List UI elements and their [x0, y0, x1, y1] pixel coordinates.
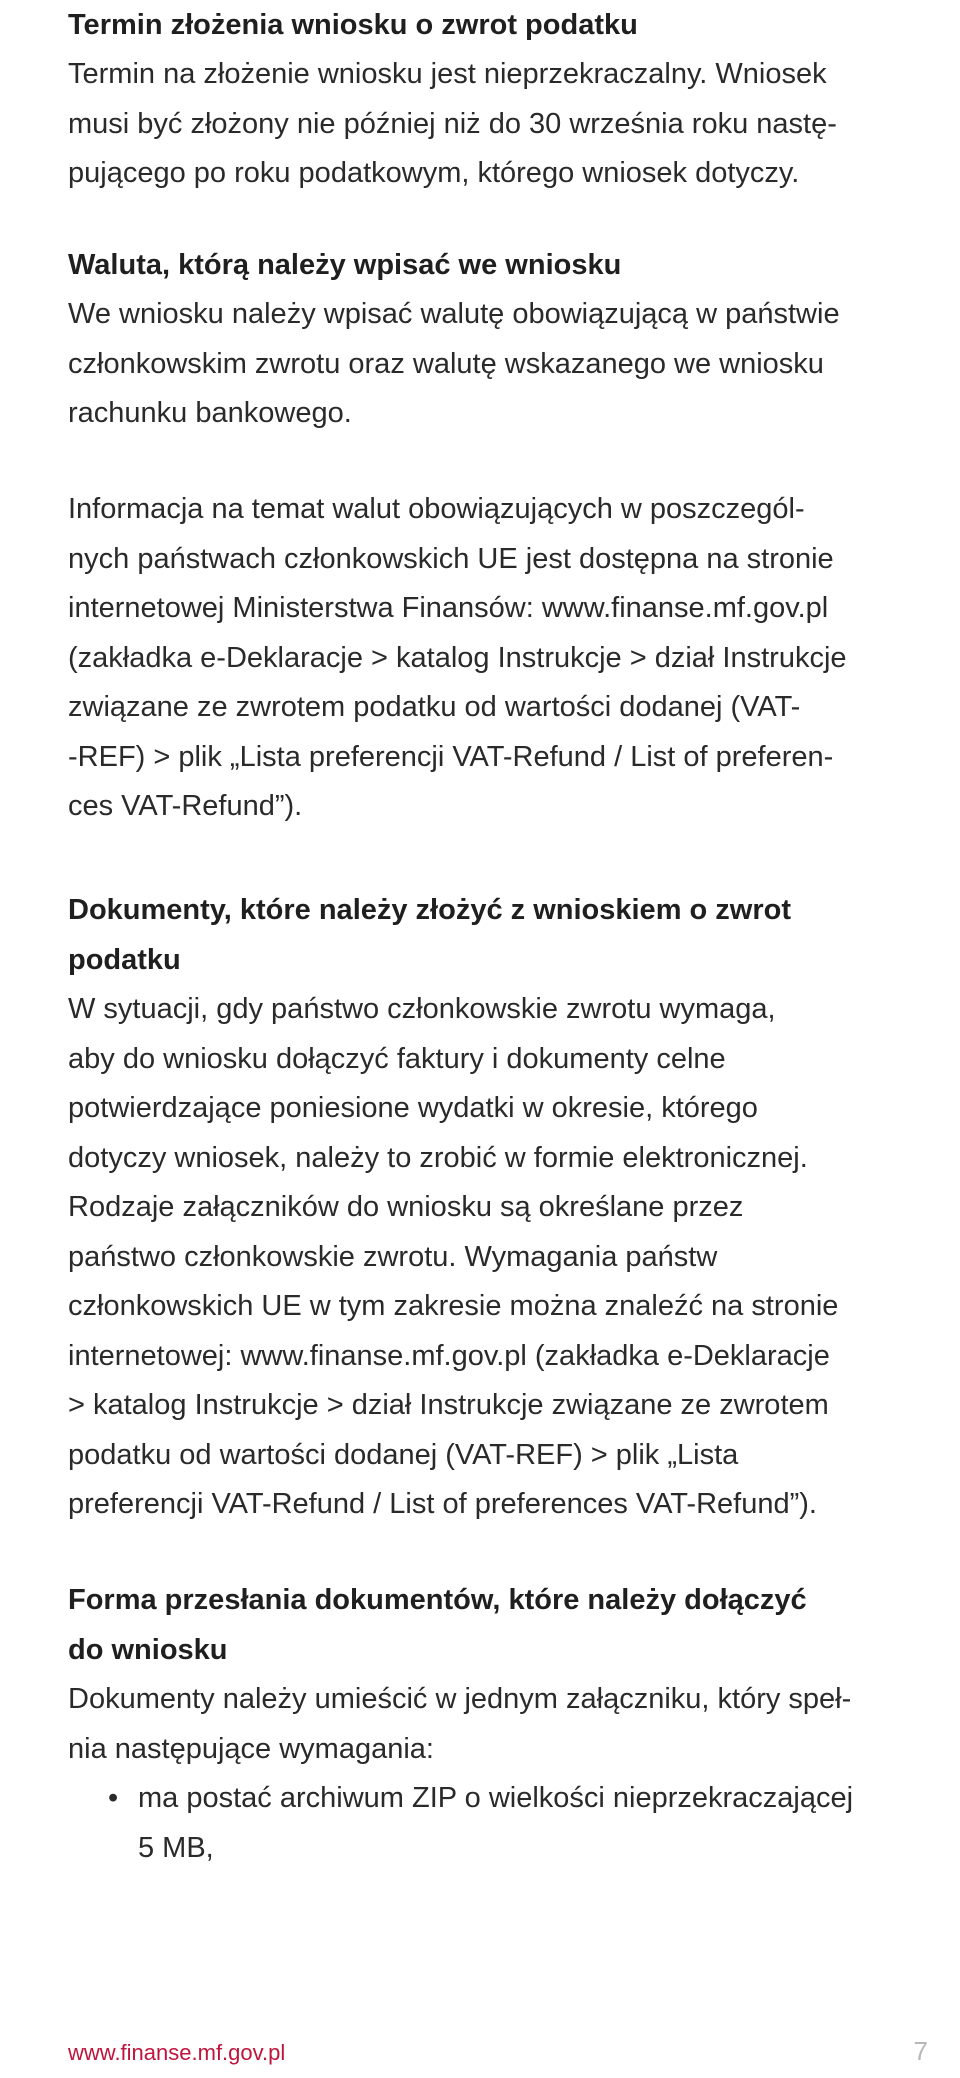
section-heading — [68, 1575, 853, 1675]
page-number: 7 — [913, 2036, 928, 2066]
paragraph-line: pującego po roku podatkowym, którego wniosek dotyczy. — [68, 157, 800, 189]
paragraph-line: Termin na złożenie wniosku jest nieprzekraczalny. Wniosek — [68, 58, 827, 90]
paragraph-line: nych państwach członkowskich UE jest dostępna na stronie — [68, 542, 834, 575]
section-heading: Termin złożenia wniosku o zwrot podatku — [68, 9, 638, 41]
section-paragraph — [68, 485, 847, 832]
paragraph-line: potwierdzające poniesione wydatki w okresie, którego — [68, 1092, 758, 1124]
section-heading — [68, 885, 838, 985]
footer-website-link[interactable]: www.finanse.mf.gov.pl — [68, 2040, 286, 2065]
paragraph-line: Rodzaje załączników do wniosku są określane przez — [68, 1191, 744, 1223]
paragraph-line: > katalog Instrukcje > dział Instrukcje związane ze zwrotem — [68, 1389, 829, 1421]
paragraph-line: członkowskim zwrotu oraz walutę wskazanego we wniosku — [68, 347, 824, 380]
section-paragraph — [68, 1675, 853, 1774]
paragraph-line: We wniosku należy wpisać walutę obowiązującą w państwie — [68, 298, 840, 330]
section-waluta — [68, 240, 840, 439]
paragraph-line: związane ze zwrotem podatku od wartości dodanej (VAT- — [68, 691, 801, 723]
heading-line: podatku — [68, 944, 181, 976]
section-termin-zlozenia — [68, 0, 837, 199]
paragraph-line: ces VAT-Refund”). — [68, 790, 303, 822]
paragraph-line: (zakładka e-Deklaracje > katalog Instrukcje > dział Instrukcje — [68, 641, 847, 674]
requirements-list — [68, 1774, 853, 1873]
section-paragraph — [68, 50, 837, 199]
section-dokumenty — [68, 885, 838, 1530]
paragraph-line: członkowskich UE w tym zakresie można znaleźć na stronie — [68, 1290, 839, 1322]
paragraph-line: państwo członkowskie zwrotu. Wymagania państw — [68, 1240, 718, 1273]
paragraph-line: Informacja na temat walut obowiązujących w poszczegól- — [68, 493, 805, 525]
paragraph-line: W sytuacji, gdy państwo członkowskie zwrotu wymaga, — [68, 993, 776, 1025]
section-heading: Waluta, którą należy wpisać we wniosku — [68, 249, 622, 281]
paragraph-line: rachunku bankowego. — [68, 397, 352, 429]
paragraph-line: -REF) > plik „Lista preferencji VAT-Refund / List of preferen- — [68, 740, 834, 773]
paragraph-line: aby do wniosku dołączyć faktury i dokumenty celne — [68, 1042, 726, 1075]
paragraph-line: musi być złożony nie później niż do 30 września roku nastę- — [68, 107, 837, 140]
heading-line: do wniosku — [68, 1634, 228, 1666]
heading-line: Forma przesłania dokumentów, które należy dołączyć — [68, 1584, 807, 1616]
section-paragraph — [68, 985, 838, 1530]
section-informacja-waluty — [68, 485, 847, 832]
paragraph-line: internetowej Ministerstwa Finansów: www.finanse.mf.gov.pl — [68, 592, 829, 624]
section-forma-przeslania — [68, 1575, 853, 1873]
list-item-line: 5 MB, — [138, 1831, 214, 1864]
heading-line: Dokumenty, które należy złożyć z wnioskiem o zwrot — [68, 894, 792, 926]
paragraph-line: dotyczy wniosek, należy to zrobić w formie elektronicznej. — [68, 1141, 808, 1174]
list-item-line: ma postać archiwum ZIP o wielkości nieprzekraczającej — [138, 1782, 854, 1814]
paragraph-line: nia następujące wymagania: — [68, 1732, 434, 1765]
section-paragraph — [68, 290, 840, 439]
paragraph-line: podatku od wartości dodanej (VAT-REF) > plik „Lista — [68, 1438, 739, 1471]
bullet-icon: • — [108, 1782, 119, 1814]
list-item — [68, 1774, 853, 1873]
paragraph-line: internetowej: www.finanse.mf.gov.pl (zakładka e-Deklaracje — [68, 1339, 830, 1372]
paragraph-line: Dokumenty należy umieścić w jednym załączniku, który speł- — [68, 1683, 852, 1715]
paragraph-line: preferencji VAT-Refund / List of preferences VAT-Refund”). — [68, 1488, 817, 1520]
